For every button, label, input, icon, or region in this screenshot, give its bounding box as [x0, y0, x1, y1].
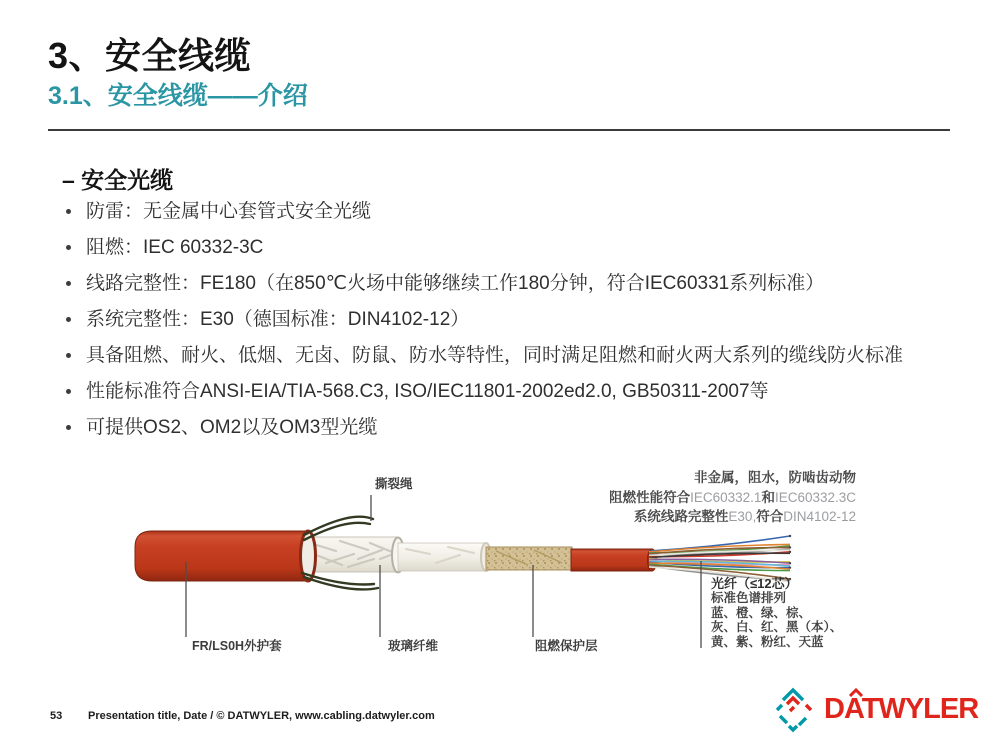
bullet-dot — [66, 425, 71, 430]
bullet-text: 阻燃：IEC 60332-3C — [86, 237, 264, 258]
bullet-item — [62, 272, 903, 295]
bullet-dot — [66, 245, 71, 250]
glass-tube-shape — [398, 543, 486, 571]
bullet-item — [62, 236, 903, 259]
fiber-note-line: 黄、紫、粉红、天蓝 — [711, 634, 824, 649]
footer-text: Presentation title, Date / © DATWYLER, www.cabling.datwyler.com — [88, 710, 435, 722]
page-title: 3、安全线缆 — [48, 35, 252, 76]
bullet-text: 可提供OS2、OM2以及OM3型光缆 — [86, 417, 378, 438]
fiber-note-title: 光纤（≤12芯） — [711, 576, 798, 591]
bullet-item — [62, 380, 903, 403]
inner-jacket-shape — [571, 549, 652, 571]
datwyler-logo — [770, 685, 978, 733]
bullet-item — [62, 416, 903, 439]
label-rip-cord: 撕裂绳 — [375, 477, 413, 491]
bullet-item — [62, 308, 903, 331]
page-number: 53 — [50, 710, 63, 722]
header-divider — [48, 129, 950, 131]
section-heading: – 安全光缆 — [62, 167, 174, 193]
bullet-text: 系统完整性：E30（德国标准：DIN4102-12） — [86, 309, 470, 330]
fiber-fan — [649, 535, 791, 582]
fiber-note — [711, 576, 842, 649]
bullet-text: 性能标准符合ANSI-EIA/TIA-568.C3, ISO/IEC11801-2002ed2.0, GB50311-2007等 — [86, 381, 769, 402]
datwyler-diamond-icon — [770, 685, 816, 733]
bullet-text: 线路完整性：FE180（在850℃火场中能够继续工作180分钟，符合IEC60331系列标准） — [86, 273, 825, 294]
diagram-annotation — [500, 468, 856, 527]
bullet-text: 具备阻燃、耐火、低烟、无卤、防鼠、防水等特性，同时满足阻燃和耐火两大系列的缆线防火标准 — [86, 345, 904, 366]
bullet-dot — [66, 209, 71, 214]
page-subtitle: 3.1、安全线缆——介绍 — [48, 82, 308, 110]
bullet-dot — [66, 353, 71, 358]
logo-caret-icon — [849, 688, 863, 697]
bullet-list — [62, 200, 903, 452]
annotation-line-1: 非金属，阻水，防啮齿动物 — [694, 470, 856, 485]
fiber-note-line: 蓝、橙、绿、棕、 — [711, 605, 812, 620]
bullet-item — [62, 200, 903, 223]
bullet-dot — [66, 281, 71, 286]
fiber-note-line: 标准色谱排列 — [711, 591, 787, 605]
annotation-line-2: 阻燃性能符合IEC60332.1和IEC60332.3C — [609, 489, 856, 505]
label-outer-jacket: FR/LS0H外护套 — [192, 639, 282, 653]
datwyler-wordmark: DATWYLER — [824, 695, 978, 724]
label-glass-fiber: 玻璃纤维 — [388, 639, 439, 653]
annotation-line-3: 系统线路完整性E30,符合DIN4102-12 — [633, 509, 856, 524]
flame-layer-shape — [486, 547, 572, 570]
label-flame-layer: 阻燃保护层 — [535, 639, 598, 653]
fiber-note-line: 灰、白、红、黑（本）、 — [711, 620, 843, 635]
bullet-item — [62, 344, 903, 367]
bullet-dot — [66, 389, 71, 394]
bullet-text: 防雷：无金属中心套管式安全光缆 — [86, 201, 372, 222]
outer-jacket-shape — [135, 531, 308, 581]
bullet-dot — [66, 317, 71, 322]
